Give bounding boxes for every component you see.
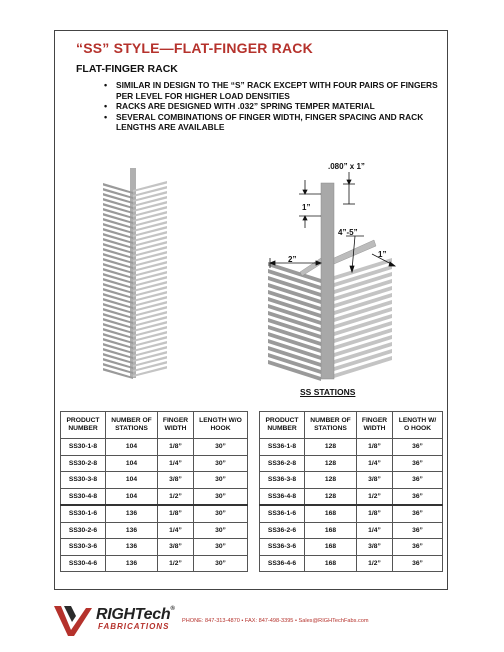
table-cell: SS30-2-6 [61,522,106,539]
feature-item: • SIMILAR IN DESIGN TO THE “S” RACK EXCEPT WITH FOUR PAIRS OF FINGERS PER LEVEL FOR HIGHER LOAD DENSITIES [104,80,440,101]
table-row [260,539,443,556]
table-cell: SS30-3-8 [61,472,106,489]
header-stations: NUMBER OF STATIONS [305,412,357,439]
table-cell: 36” [393,522,443,539]
table-row [260,439,443,456]
header-stations: NUMBER OF STATIONS [106,412,158,439]
table-row [61,472,248,489]
rack-finger [103,183,133,194]
table-cell: 128 [305,439,357,456]
feature-item: • RACKS ARE DESIGNED WITH .032” SPRING TEMPER MATERIAL [104,101,440,112]
detail-view-image [268,172,395,381]
table-cell: 1/4” [357,455,393,472]
table-cell: 104 [106,472,158,489]
table-row [61,522,248,539]
table-cell: 36” [393,455,443,472]
table-row [260,522,443,539]
dim-pitch-label: 1” [302,203,311,212]
table-row [260,488,443,505]
table-row [61,455,248,472]
dim-width-label: 2” [288,255,297,264]
header-product-number: PRODUCT NUMBER [260,412,305,439]
header-length: LENGTH W/ O HOOK [393,412,443,439]
table-cell: 168 [305,555,357,572]
page-title: “SS” STYLE—FLAT-FINGER RACK [76,40,313,56]
header-finger-width: FINGER WIDTH [357,412,393,439]
table-cell: SS30-3-6 [61,539,106,556]
table-cell: 104 [106,439,158,456]
header-length: LENGTH W/O HOOK [194,412,248,439]
table-cell: 168 [305,539,357,556]
table-cell: SS30-1-8 [61,439,106,456]
company-logo [52,602,98,642]
rack-finger [133,181,167,192]
table-cell: SS30-4-8 [61,488,106,505]
left-rack-image [103,168,167,379]
detail-finger [300,258,321,276]
detail-finger [334,240,376,264]
table-cell: SS36-4-8 [260,488,305,505]
table-cell: SS36-4-6 [260,555,305,572]
table-row [260,472,443,489]
spec-table-30 [60,411,248,572]
table-cell: 30” [194,439,248,456]
table-cell: 30” [194,488,248,505]
header-finger-width: FINGER WIDTH [158,412,194,439]
table-cell: 1/8” [357,505,393,522]
table-cell: SS36-2-8 [260,455,305,472]
table-cell: 30” [194,539,248,556]
table-cell: 136 [106,555,158,572]
diagram-caption: SS STATIONS [300,387,356,397]
table-cell: SS36-2-6 [260,522,305,539]
contact-info: PHONE: 847-313-4870 • FAX: 847-498-3395 • Sales@RIGHTechFabs.com [182,618,369,624]
table-row [61,539,248,556]
table-row [61,488,248,505]
dim-length-label: 4”-5” [338,228,358,237]
table-cell: 128 [305,472,357,489]
dim-spine-label: .080” x 1” [328,162,365,171]
table-cell: 1/2” [158,488,194,505]
table-cell: 1/4” [357,522,393,539]
table-cell: 136 [106,505,158,522]
table-cell: 30” [194,555,248,572]
table-cell: 104 [106,488,158,505]
table-cell: 104 [106,455,158,472]
table-row [61,555,248,572]
table-cell: 3/8” [357,539,393,556]
table-cell: 36” [393,439,443,456]
table-cell: 168 [305,505,357,522]
table-cell: SS36-3-8 [260,472,305,489]
spec-table-36 [259,411,443,572]
table-cell: SS36-1-6 [260,505,305,522]
table-cell: 128 [305,455,357,472]
table-cell: 1/8” [158,439,194,456]
table-cell: 3/8” [357,472,393,489]
table-cell: 1/8” [357,439,393,456]
brand-tagline: FABRICATIONS [98,622,170,631]
table-cell: 1/2” [158,555,194,572]
detail-rack-spine [321,183,334,379]
table-cell: 30” [194,505,248,522]
table-row [61,505,248,522]
brand-name: RIGHTech® [96,606,175,623]
table-cell: 36” [393,555,443,572]
table-header-row [61,412,248,439]
table-row [61,439,248,456]
table-cell: 1/2” [357,555,393,572]
table-row [260,555,443,572]
header-product-number: PRODUCT NUMBER [61,412,106,439]
table-row [260,455,443,472]
table-cell: 36” [393,539,443,556]
table-cell: 3/8” [158,472,194,489]
dim-finger-label: 1” [378,250,387,259]
table-cell: 1/8” [158,505,194,522]
table-cell: 30” [194,522,248,539]
table-cell: 36” [393,488,443,505]
table-cell: 1/4” [158,455,194,472]
feature-item: • SEVERAL COMBINATIONS OF FINGER WIDTH, FINGER SPACING AND RACK LENGTHS ARE AVAILABLE [104,112,440,133]
table-cell: SS30-2-8 [61,455,106,472]
table-cell: 36” [393,505,443,522]
table-cell: SS30-1-6 [61,505,106,522]
table-cell: 128 [305,488,357,505]
table-cell: 30” [194,472,248,489]
table-cell: 30” [194,455,248,472]
table-row [260,505,443,522]
table-cell: 136 [106,522,158,539]
table-cell: 1/4” [158,522,194,539]
table-cell: SS36-3-6 [260,539,305,556]
table-header-row [260,412,443,439]
table-cell: 168 [305,522,357,539]
table-cell: SS36-1-8 [260,439,305,456]
table-cell: 36” [393,472,443,489]
table-cell: 1/2” [357,488,393,505]
table-cell: SS30-4-6 [61,555,106,572]
table-cell: 136 [106,539,158,556]
table-cell: 3/8” [158,539,194,556]
section-subtitle: FLAT-FINGER RACK [76,63,178,75]
